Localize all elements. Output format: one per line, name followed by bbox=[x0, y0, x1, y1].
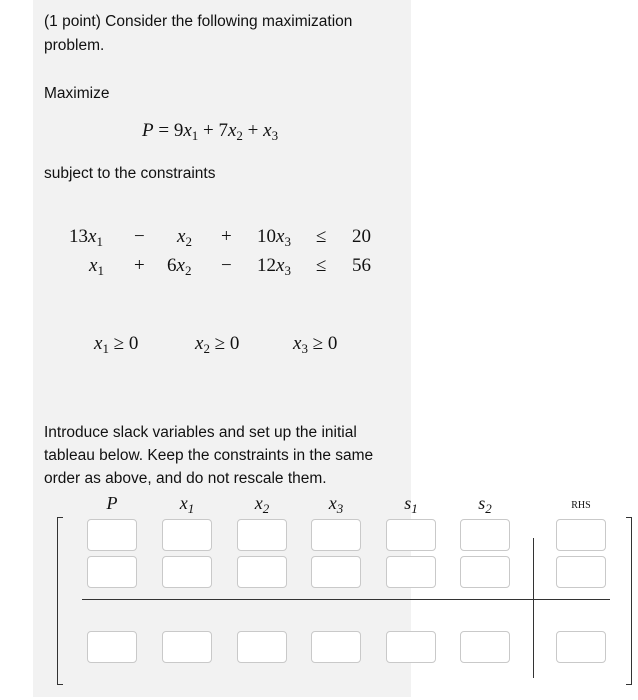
tableau-cell[interactable] bbox=[87, 519, 137, 551]
instruction-line-1: Introduce slack variables and set up the initial bbox=[44, 424, 357, 441]
header-x1: $x_1$ bbox=[179, 493, 195, 516]
left-bracket bbox=[57, 517, 63, 685]
tableau-cell[interactable] bbox=[237, 519, 287, 551]
objective-separator-line bbox=[82, 599, 610, 600]
tableau-cell[interactable] bbox=[460, 519, 510, 551]
tableau-cell[interactable] bbox=[460, 556, 510, 588]
tableau-cell[interactable] bbox=[311, 519, 361, 551]
header-x2: $x_2$ bbox=[254, 493, 270, 516]
header-s2: $s_2$ bbox=[478, 493, 492, 516]
tableau-cell[interactable] bbox=[311, 556, 361, 588]
tableau-cell-rhs[interactable] bbox=[556, 556, 606, 588]
header-s1: $s_1$ bbox=[404, 493, 418, 516]
subject-to-label: subject to the constraints bbox=[44, 165, 216, 182]
tableau-cell-rhs[interactable] bbox=[556, 631, 606, 663]
header-x3: $x_3$ bbox=[328, 493, 344, 516]
header-rhs: RHS bbox=[571, 500, 591, 511]
right-bracket bbox=[626, 517, 632, 685]
maximize-label: Maximize bbox=[44, 85, 110, 102]
instruction-line-2: tableau below. Keep the constraints in the same bbox=[44, 447, 374, 464]
rhs-separator-line bbox=[533, 538, 534, 678]
intro-line-2: problem. bbox=[44, 37, 105, 54]
tableau-cell[interactable] bbox=[87, 631, 137, 663]
tableau-cell[interactable] bbox=[87, 556, 137, 588]
tableau-cell[interactable] bbox=[237, 631, 287, 663]
header-P: P bbox=[106, 493, 118, 513]
tableau-cell[interactable] bbox=[386, 631, 436, 663]
tableau-cell[interactable] bbox=[386, 519, 436, 551]
tableau-cell[interactable] bbox=[162, 519, 212, 551]
nonneg-x1: $x_1 \ge 0$ bbox=[94, 333, 139, 356]
intro-line-1: (1 point) Consider the following maximization bbox=[44, 13, 353, 30]
objective-function: $P = 9x_1 + 7x_2 + x_3$ bbox=[142, 120, 279, 143]
tableau-cell[interactable] bbox=[162, 631, 212, 663]
tableau-cell[interactable] bbox=[460, 631, 510, 663]
tableau-cell[interactable] bbox=[386, 556, 436, 588]
nonneg-x3: $x_3 \ge 0$ bbox=[293, 333, 338, 356]
tableau-cell[interactable] bbox=[237, 556, 287, 588]
tableau-cell-rhs[interactable] bbox=[556, 519, 606, 551]
tableau-cell[interactable] bbox=[311, 631, 361, 663]
instruction-line-3: order as above, and do not rescale them. bbox=[44, 470, 327, 487]
tableau-cell[interactable] bbox=[162, 556, 212, 588]
nonneg-x2: $x_2 \ge 0$ bbox=[195, 333, 240, 356]
